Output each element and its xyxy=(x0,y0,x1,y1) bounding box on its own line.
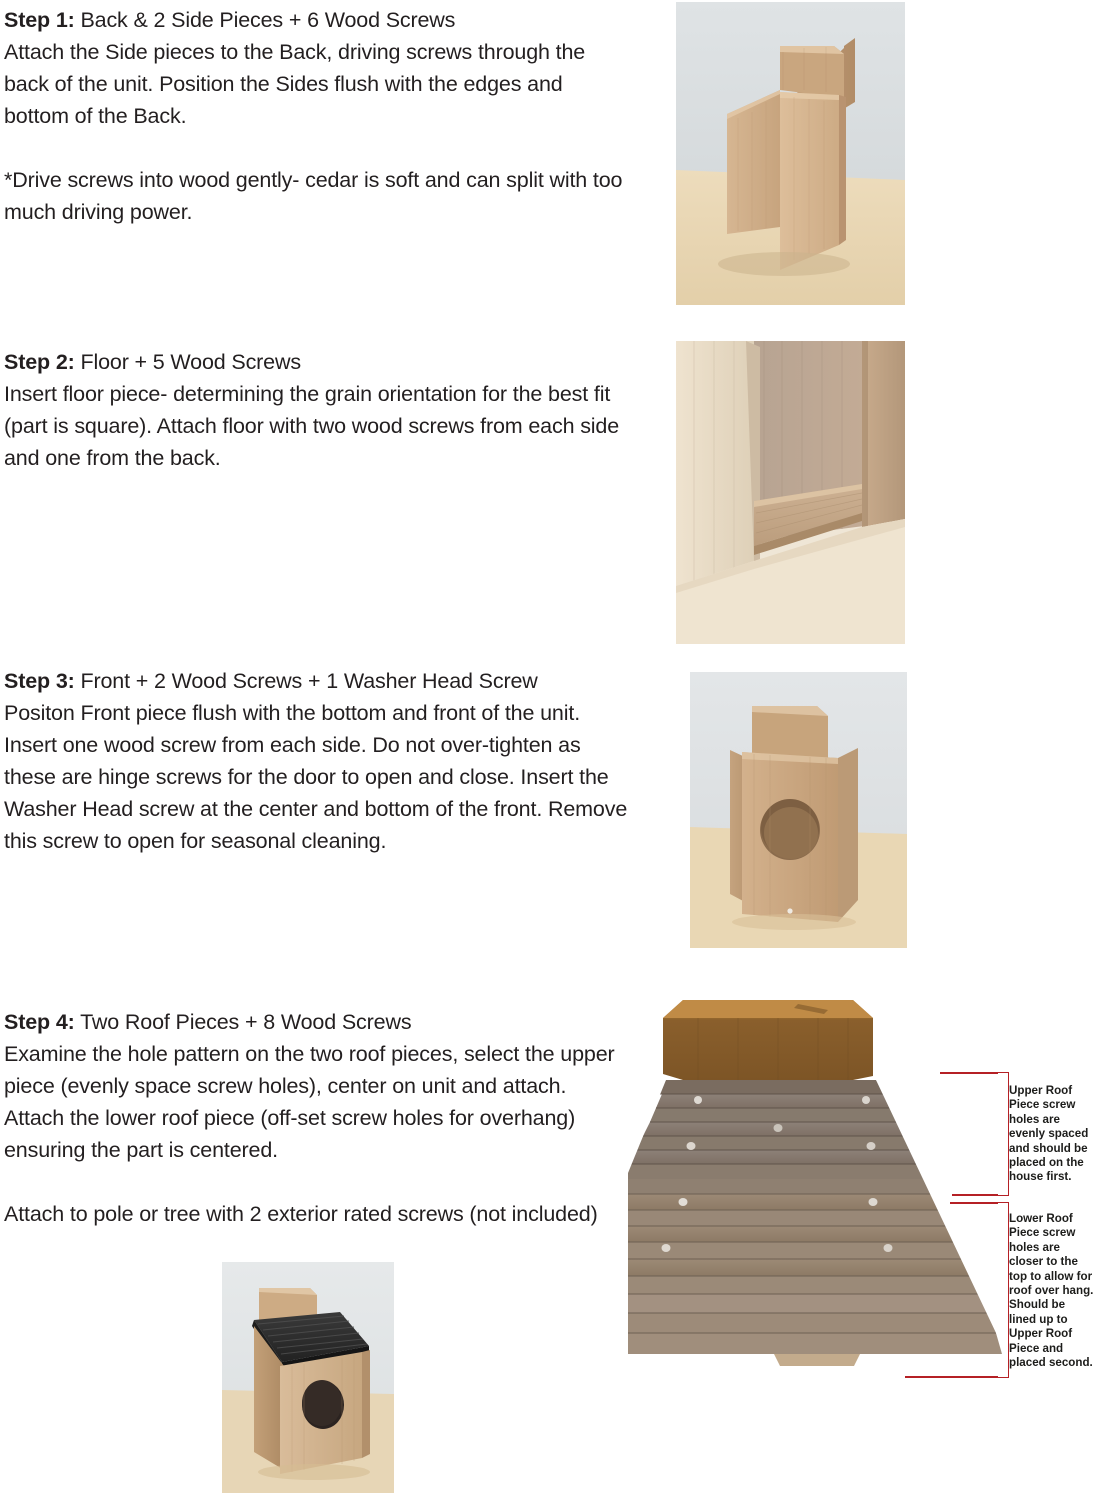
step-2-text-block xyxy=(4,346,629,474)
callout-upper-roof-text: Upper Roof Piece screw holes are evenly spaced and should be placed on the house first. xyxy=(1009,1084,1089,1184)
step-1-note: *Drive screws into wood gently- cedar is soft and can split with too much driving power. xyxy=(4,168,623,224)
step-1-photo xyxy=(676,2,905,305)
callout-upper-bracket xyxy=(997,1072,1009,1196)
callout-lower-lead-line xyxy=(950,1202,998,1204)
step-3-heading-rest: Front + 2 Wood Screws + 1 Washer Head Screw xyxy=(74,669,538,693)
callout-lower-lead-line-bottom xyxy=(905,1376,998,1378)
step-4-heading-label: Step 4: xyxy=(4,1010,75,1034)
step-3-text-block xyxy=(4,665,629,857)
step-4-heading xyxy=(4,1006,629,1038)
step-4-note: Attach to pole or tree with 2 exterior rated screws (not included) xyxy=(4,1202,598,1226)
step-2-photo xyxy=(676,341,905,644)
step-1-body: Attach the Side pieces to the Back, driving screws through the back of the unit. Position the Sides flush with the edges and bottom of the Back. xyxy=(4,40,586,128)
step-2-heading-label: Step 2: xyxy=(4,350,75,374)
step-2-body: Insert floor piece- determining the grain orientation for the best fit (part is square). Attach floor with two wood screws from each side and one from the back. xyxy=(4,382,620,470)
step-2-heading-rest: Floor + 5 Wood Screws xyxy=(74,350,301,374)
step-3-photo xyxy=(690,672,907,948)
step-4-roof-photo xyxy=(628,988,1006,1380)
step-1-heading-rest: Back & 2 Side Pieces + 6 Wood Screws xyxy=(74,8,456,32)
step-1-text-block xyxy=(4,4,629,228)
step-3-body: Positon Front piece flush with the bottom and front of the unit. Insert one wood screw from each side. Do not over-tighten as these are hinge screws for the door to open and close. Insert the Washer Head screw at the center and bottom of the front. Remove this screw to open for seasonal cleaning. xyxy=(4,701,628,853)
step-4-heading-rest: Two Roof Pieces + 8 Wood Screws xyxy=(74,1010,412,1034)
callout-lower-roof-text: Lower Roof Piece screw holes are closer to the top to allow for roof over hang. Should be lined up to Upper Roof Piece and placed second. xyxy=(1009,1212,1094,1370)
callout-upper-lead-line-bottom xyxy=(952,1194,998,1196)
step-3-heading-label: Step 3: xyxy=(4,669,75,693)
callout-lower-bracket xyxy=(997,1202,1009,1378)
step-2-heading xyxy=(4,346,629,378)
step-1-heading xyxy=(4,4,629,36)
step-3-heading xyxy=(4,665,629,697)
step-4-body: Examine the hole pattern on the two roof pieces, select the upper piece (evenly space screw holes), center on unit and attach. Attach the lower roof piece (off-set screw holes for overhang) ensuring the part is centered. xyxy=(4,1042,615,1162)
callout-upper-lead-line xyxy=(940,1072,998,1074)
finished-birdhouse-photo xyxy=(222,1262,394,1493)
step-1-heading-label: Step 1: xyxy=(4,8,75,32)
step-4-text-block xyxy=(4,1006,629,1230)
